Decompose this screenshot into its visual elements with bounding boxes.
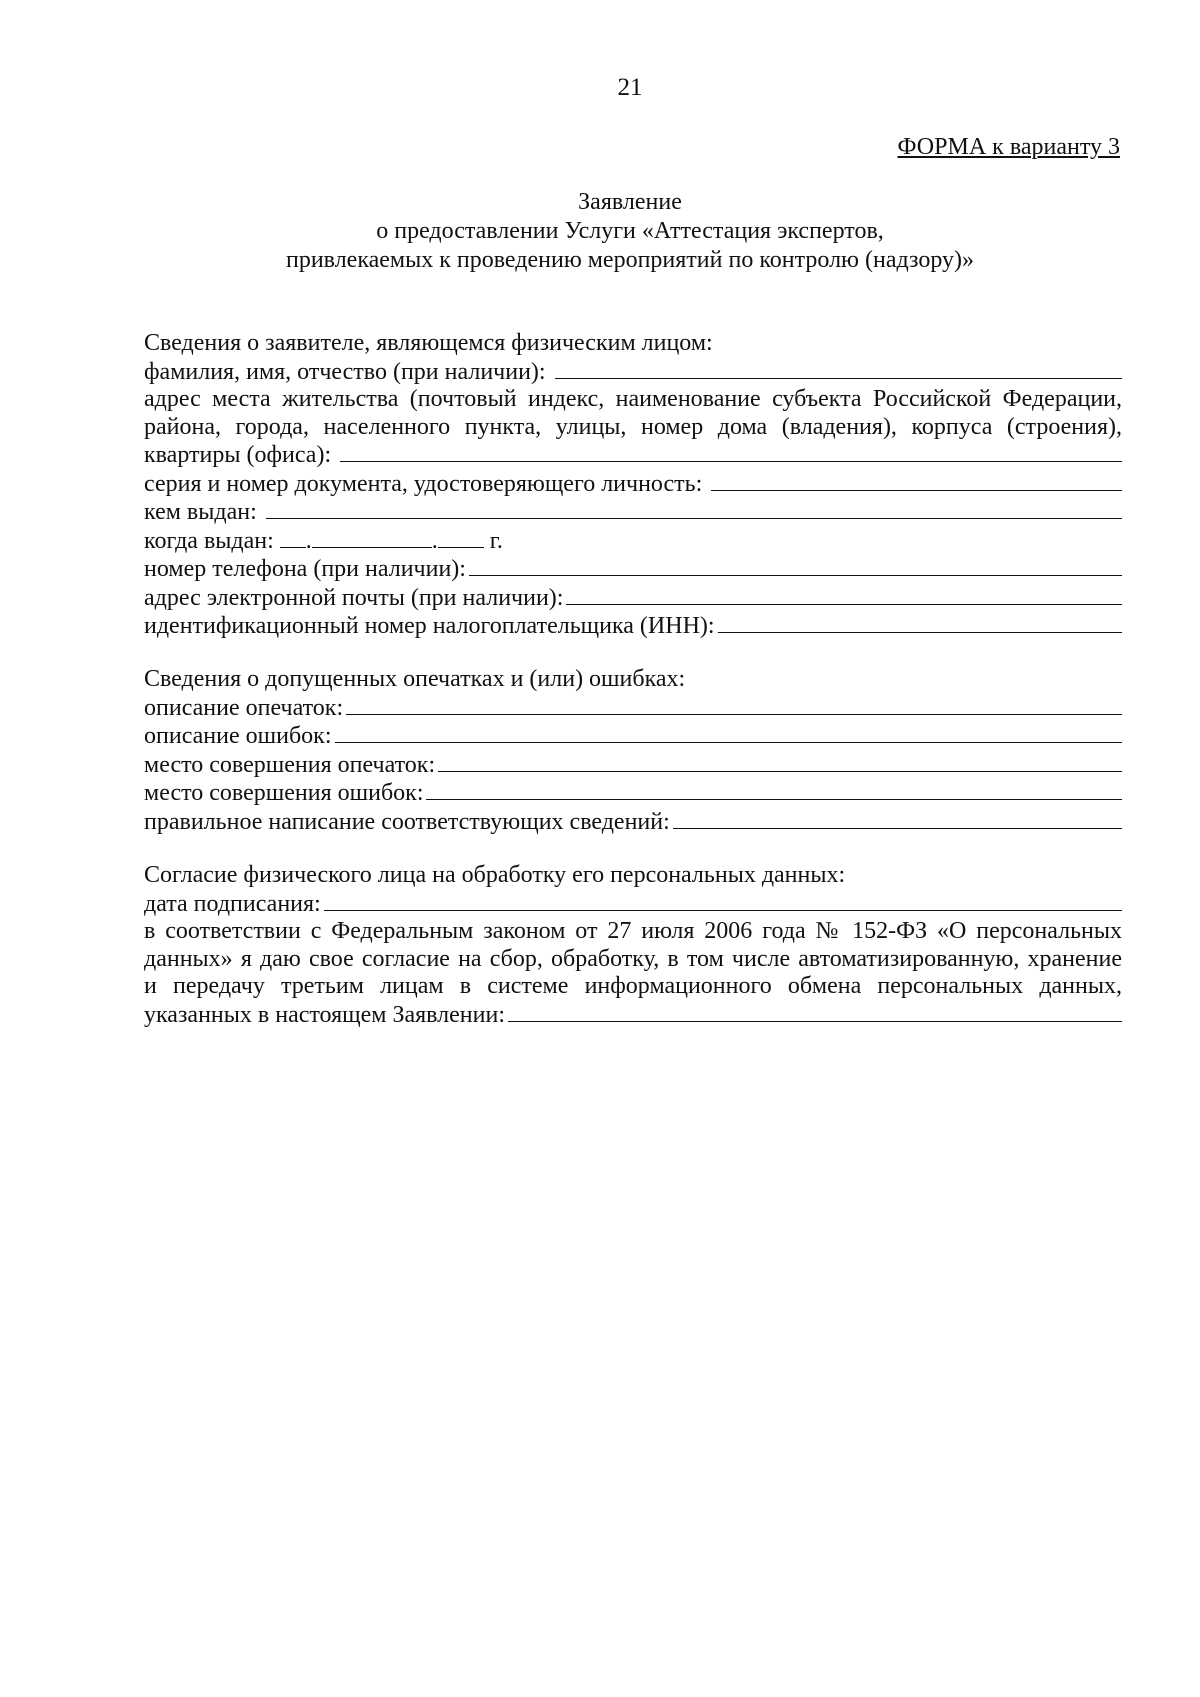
address-label-line-2: района, города, населенного пункта, улицы, номер дома (владения), корпуса (строения),	[144, 413, 1122, 440]
error-place-label: место совершения ошибок:	[144, 780, 424, 806]
inn-row	[144, 612, 1122, 641]
page-number: 21	[617, 74, 643, 101]
applicant-section	[144, 330, 1122, 641]
phone-label: номер телефона (при наличии):	[144, 556, 466, 582]
correct-spelling-row	[144, 808, 1122, 837]
title-line-3: привлекаемых к проведению мероприятий по контролю (надзору)»	[285, 247, 974, 273]
consent-section	[144, 862, 1122, 1029]
consent-text-line-2: данных» я даю свое согласие на сбор, обработку, в том числе автоматизированную, хранение	[144, 945, 1122, 972]
document-title	[0, 188, 1200, 275]
email-field[interactable]	[566, 584, 1122, 605]
issued-day-field[interactable]	[280, 527, 306, 548]
typo-description-field[interactable]	[346, 694, 1122, 715]
consent-text-line-3: и передачу третьим лицам в системе информационного обмена персональных данных,	[144, 973, 1122, 999]
document-field[interactable]	[711, 470, 1122, 491]
sign-date-row	[144, 890, 1122, 919]
error-description-label: описание ошибок:	[144, 723, 332, 749]
typo-description-label: описание опечаток:	[144, 694, 344, 721]
consent-text-line-4: указанных в настоящем Заявлении:	[144, 1001, 506, 1028]
issued-year-field[interactable]	[438, 527, 484, 548]
document-row	[144, 470, 1122, 499]
form-variant-label: ФОРМА к варианту 3	[897, 134, 1120, 160]
sign-date-field[interactable]	[324, 890, 1122, 911]
email-label: адрес электронной почты (при наличии):	[144, 584, 564, 611]
error-place-row	[144, 779, 1122, 808]
full-name-field[interactable]	[555, 358, 1122, 379]
errors-section	[144, 666, 1122, 836]
inn-field[interactable]	[718, 612, 1122, 633]
issued-when-row: когда выдан: . . г.	[144, 527, 503, 554]
consent-sign-row	[144, 1001, 1122, 1030]
address-field[interactable]	[340, 441, 1122, 462]
error-place-field[interactable]	[426, 779, 1122, 800]
phone-field[interactable]	[469, 555, 1122, 576]
issued-by-label: кем выдан:	[144, 499, 257, 525]
error-description-field[interactable]	[335, 722, 1123, 743]
inn-label: идентификационный номер налогоплательщика (ИНН):	[144, 613, 715, 639]
applicant-heading: Сведения о заявителе, являющемся физическим лицом:	[144, 330, 713, 356]
issued-when-label: когда выдан:	[144, 527, 274, 554]
address-label-line-3: квартиры (офиса):	[144, 442, 332, 468]
email-row	[144, 584, 1122, 613]
typo-place-label: место совершения опечаток:	[144, 751, 436, 778]
document-label: серия и номер документа, удостоверяющего личность:	[144, 470, 703, 497]
typo-place-field[interactable]	[438, 751, 1122, 772]
correct-spelling-field[interactable]	[673, 808, 1122, 829]
address-label-line-1: адрес места жительства (почтовый индекс, наименование субъекта Российской Федерации,	[144, 386, 1122, 412]
address-row	[144, 441, 1122, 470]
typo-place-row	[144, 751, 1122, 780]
phone-row	[144, 555, 1122, 584]
typo-description-row	[144, 694, 1122, 723]
error-description-row	[144, 722, 1122, 751]
correct-spelling-label: правильное написание соответствующих сведений:	[144, 808, 670, 835]
errors-heading: Сведения о допущенных опечатках и (или) ошибках:	[144, 666, 686, 692]
year-suffix: г.	[489, 527, 503, 554]
consent-signature-field[interactable]	[508, 1001, 1122, 1022]
issued-by-row	[144, 498, 1122, 527]
consent-heading: Согласие физического лица на обработку его персональных данных:	[144, 862, 846, 888]
title-line-2: о предоставлении Услуги «Аттестация экспертов,	[376, 218, 884, 244]
full-name-label: фамилия, имя, отчество (при наличии):	[144, 358, 546, 385]
full-name-row	[144, 358, 1122, 387]
issued-month-field[interactable]	[312, 527, 432, 548]
title-line-1: Заявление	[578, 189, 682, 215]
sign-date-label: дата подписания:	[144, 890, 321, 917]
issued-by-field[interactable]	[266, 498, 1122, 519]
consent-text-line-1: в соответствии с Федеральным законом от 27 июля 2006 года № 152-ФЗ «О персональных	[144, 918, 1122, 944]
